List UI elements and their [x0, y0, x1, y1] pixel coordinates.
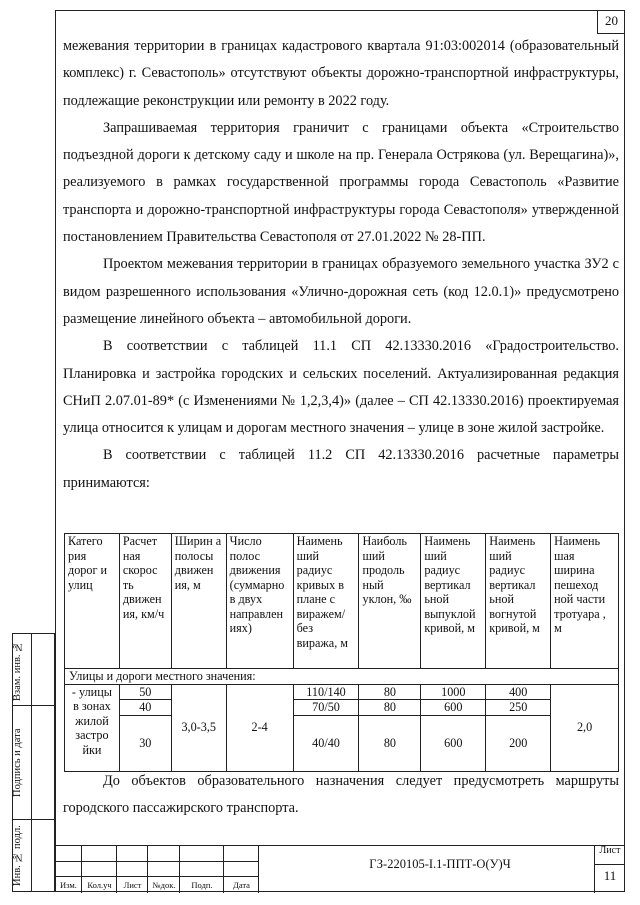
header-lane-width: Ширин а полосы движен ия, м — [171, 534, 226, 669]
header-concave: Наимень ший радиус вертикал ьной вогнутой кривой, м — [486, 534, 551, 669]
speed-cell: 50 — [119, 684, 171, 700]
table-row — [65, 700, 619, 716]
page-corner-number: 20 — [597, 10, 625, 34]
slope-cell: 80 — [359, 715, 421, 771]
header-slope: Наиболь ший продоль ный уклон, ‰ — [359, 534, 421, 669]
concave-cell: 250 — [486, 700, 551, 716]
radius-cell: 70/50 — [293, 700, 359, 716]
header-sidewalk: Наимень шая ширина пешеход ной части тротуара , м — [551, 534, 619, 669]
tb-label-sheet: Лист — [123, 880, 142, 890]
convex-cell: 600 — [421, 715, 486, 771]
paragraph-1: межевания территории в границах кадастрового квартала 91:03:002014 (образовательный комплекс) г. Севастополь» отсутствуют объекты дорожно-транспортной инфраструктуры, подлежащие реконструкции или ремонту в 2022 году. — [63, 38, 619, 109]
document-code: ГЗ-220105-I.1-ППТ-О(У)Ч — [369, 857, 511, 871]
side-label-inventory: Инв. № подл. — [12, 825, 23, 887]
table-row — [65, 715, 619, 771]
category-cell: - улицы в зонах жилой застро йки — [65, 684, 120, 771]
closing-text — [63, 768, 619, 823]
slope-cell: 80 — [359, 684, 421, 700]
concave-cell: 400 — [486, 684, 551, 700]
tb-label-change: Изм. — [60, 880, 77, 890]
tb-label-qty: Кол.уч — [87, 880, 112, 890]
side-label-signature: Подпись и дата — [12, 728, 23, 798]
lanes-cell: 2-4 — [226, 684, 293, 771]
paragraph-2: Запрашиваемая территория граничит с границами объекта «Строительство подъездной дороги к детскому саду и школе на пр. Генерала Острякова (ул. Верещагина)», реализуемого в рамках государственной программы города Севастополь «Развитие транспорта и дорожно-транспортной инфраструктуры города Севастополя» утвержденной постановлением Правительства Севастополя от 27.01.2022 № 28-ПП. — [63, 119, 619, 246]
lane-width-cell: 3,0-3,5 — [171, 684, 226, 771]
paragraph-closing: До объектов образовательного назначения следует предусмотреть маршруты городского пассажирского транспорта. — [63, 773, 619, 817]
sheet-number: 11 — [603, 868, 617, 883]
speed-cell: 30 — [119, 715, 171, 771]
group-label: Улицы и дороги местного значения: — [65, 669, 619, 685]
side-label-replace: Взам. инв. № — [12, 640, 23, 702]
header-speed: Расчет ная скорос ть движен ия, км/ч — [119, 534, 171, 669]
header-category: Катего рия дорог и улиц — [65, 534, 120, 669]
body-text — [63, 33, 619, 497]
table-header-row — [65, 534, 619, 669]
slope-cell: 80 — [359, 700, 421, 716]
concave-cell: 200 — [486, 715, 551, 771]
radius-cell: 40/40 — [293, 715, 359, 771]
speed-cell: 40 — [119, 700, 171, 716]
paragraph-3: Проектом межевания территории в границах образуемого земельного участка ЗУ2 с видом разрешенного использования «Улично-дорожная сеть (код 12.0.1)» предусмотрено размещение линейного объекта – автомобильной дороги. — [63, 256, 619, 327]
parameters-table — [64, 533, 619, 772]
paragraph-4: В соответствии с таблицей 11.1 СП 42.13330.2016 «Градостроительство. Планировка и застройка городских и сельских поселений. Актуализированная редакция СНиП 2.07.01-89* (с Изменениями № 1,2,3,4)» (далее – СП 42.13330.2016) проектируемая улица относится к улицам и дорогам местного значения – улице в зоне жилой застройке. — [63, 338, 619, 437]
header-convex: Наимень ший радиус вертикал ьной выпуклой кривой, м — [421, 534, 486, 669]
tb-label-doc: №док. — [152, 880, 176, 890]
radius-cell: 110/140 — [293, 684, 359, 700]
convex-cell: 600 — [421, 700, 486, 716]
tb-label-sign: Подп. — [191, 880, 213, 890]
sheet-label: Лист — [599, 845, 621, 856]
tb-label-date: Дата — [233, 880, 250, 890]
header-lanes: Число полос движения (суммарно в двух направлен иях) — [226, 534, 293, 669]
table-group-row — [65, 669, 619, 685]
convex-cell: 1000 — [421, 684, 486, 700]
paragraph-5: В соответствии с таблицей 11.2 СП 42.13330.2016 расчетные параметры принимаются: — [63, 447, 619, 491]
header-radius-plan: Наимень ший радиус кривых в плане с виражем/ без виража, м — [293, 534, 359, 669]
sidewalk-cell: 2,0 — [551, 684, 619, 771]
table-row — [65, 684, 619, 700]
